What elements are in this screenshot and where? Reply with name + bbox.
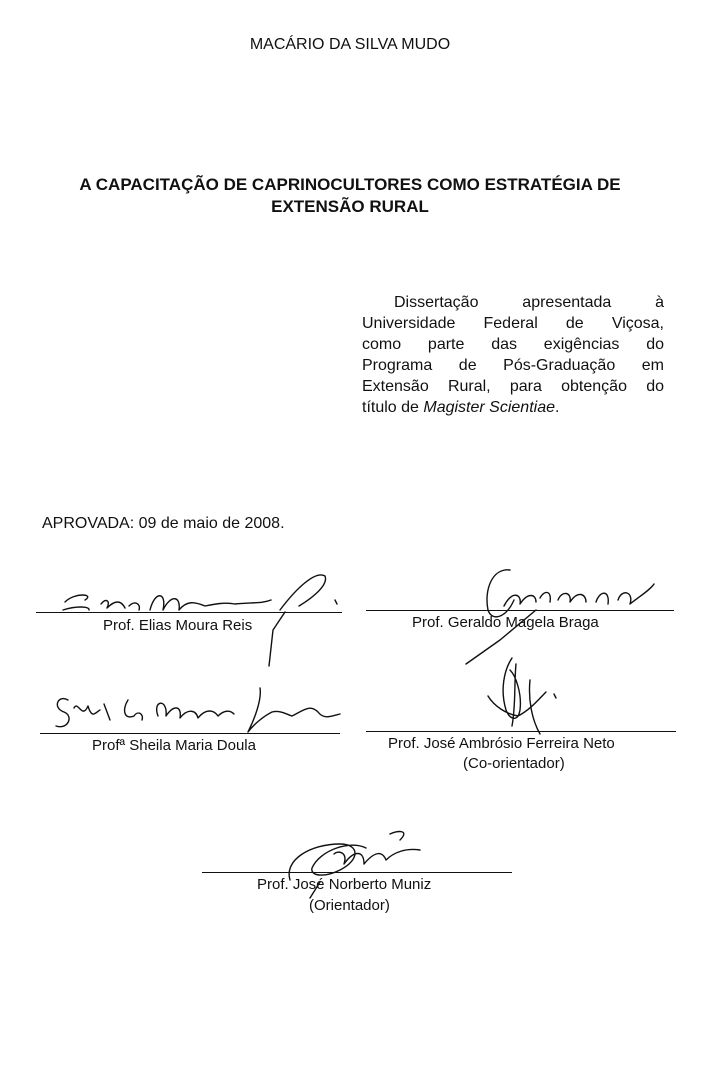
signature-line-braga <box>366 610 674 611</box>
statement-line-5: Extensão Rural, para obtenção do <box>362 378 664 395</box>
title-line-1: A CAPACITAÇÃO DE CAPRINOCULTORES COMO ESTRATÉGIA DE <box>79 175 621 194</box>
approval-date: APROVADA: 09 de maio de 2008. <box>42 515 285 532</box>
title-line-2: EXTENSÃO RURAL <box>271 197 429 216</box>
committee-role-muniz: (Orientador) <box>309 897 390 914</box>
committee-role-ferreira-neto: (Co-orientador) <box>463 755 565 772</box>
statement-last-suffix: . <box>555 399 560 416</box>
committee-name-doula: Profª Sheila Maria Doula <box>92 737 256 754</box>
committee-name-ferreira-neto: Prof. José Ambrósio Ferreira Neto <box>388 735 615 752</box>
statement-line-6 <box>362 397 664 418</box>
committee-name-muniz: Prof. José Norberto Muniz <box>257 876 432 893</box>
statement-line-1: Dissertação apresentada à <box>394 294 664 311</box>
signature-line-muniz <box>202 872 512 873</box>
statement-last-prefix: título de <box>362 399 424 416</box>
author-name: MACÁRIO DA SILVA MUDO <box>249 36 451 53</box>
degree-title: Magister Scientiae <box>423 399 555 416</box>
statement-line-4: Programa de Pós-Graduação em <box>362 357 664 374</box>
statement-line-2: Universidade Federal de Viçosa, <box>362 315 664 332</box>
statement-line-3: como parte das exigências do <box>362 336 664 353</box>
dissertation-title <box>50 174 650 218</box>
signature-line-doula <box>40 733 340 734</box>
signature-line-reis <box>36 612 342 613</box>
signature-line-ferreira-neto <box>366 731 676 732</box>
dissertation-statement <box>362 292 664 418</box>
committee-name-reis: Prof. Elias Moura Reis <box>103 617 253 634</box>
committee-name-braga: Prof. Geraldo Magela Braga <box>412 614 599 631</box>
